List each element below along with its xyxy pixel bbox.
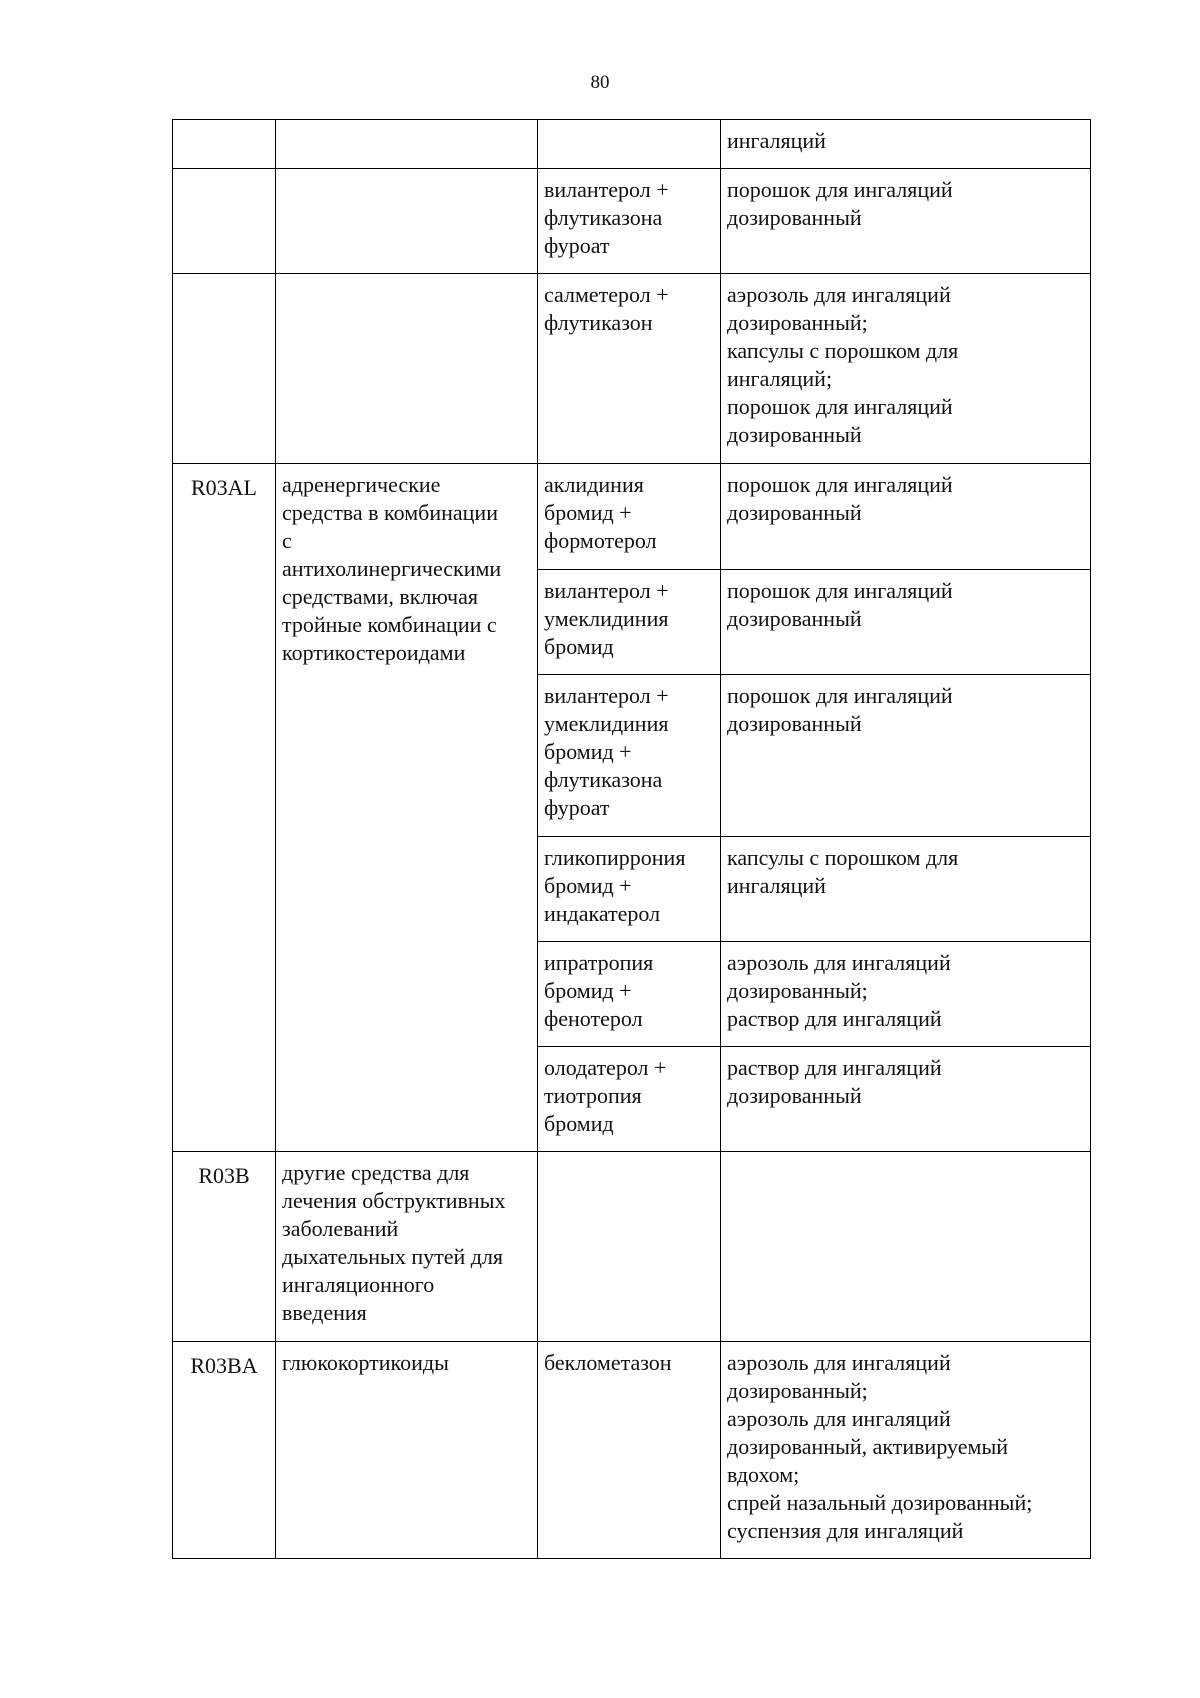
- drug-cell: аклидиния бромид + формотерол: [538, 464, 721, 570]
- form-cell: раствор для ингаляций дозированный: [721, 1047, 1091, 1152]
- form-cell: аэрозоль для ингаляций дозированный; раствор для ингаляций: [721, 942, 1091, 1047]
- form-cell: [721, 1152, 1091, 1342]
- drug-cell: [538, 120, 721, 169]
- group-cell: [276, 120, 538, 169]
- drug-cell: олодатерол + тиотропия бромид: [538, 1047, 721, 1152]
- drug-cell: ипратропия бромид + фенотерол: [538, 942, 721, 1047]
- form-cell: порошок для ингаляций дозированный: [721, 675, 1091, 837]
- form-cell: порошок для ингаляций дозированный: [721, 169, 1091, 274]
- atc-code-cell: R03AL: [173, 464, 276, 1152]
- group-cell: глюкокортикоиды: [276, 1342, 538, 1559]
- drug-cell: гликопиррония бромид + индакатерол: [538, 837, 721, 942]
- atc-code-cell: [173, 120, 276, 169]
- form-cell: капсулы с порошком для ингаляций: [721, 837, 1091, 942]
- drug-cell: вилантерол + флутиказона фуроат: [538, 169, 721, 274]
- atc-code-cell: R03BA: [173, 1342, 276, 1559]
- drug-cell: вилантерол + умеклидиния бромид: [538, 570, 721, 675]
- atc-code-cell: R03B: [173, 1152, 276, 1342]
- form-cell: аэрозоль для ингаляций дозированный; аэрозоль для ингаляций дозированный, активируемый вдохом; спрей назальный дозированный; суспензия для ингаляций: [721, 1342, 1091, 1559]
- drug-cell: салметерол + флутиказон: [538, 274, 721, 464]
- table-row: [173, 169, 1091, 274]
- drug-cell: беклометазон: [538, 1342, 721, 1559]
- atc-code-cell: [173, 169, 276, 274]
- table-row: [173, 1152, 1091, 1342]
- drug-cell: вилантерол + умеклидиния бромид + флутиказона фуроат: [538, 675, 721, 837]
- table-row: [173, 464, 1091, 570]
- page-number: 80: [590, 72, 610, 93]
- group-cell: адренергические средства в комбинации с антихолинергическими средствами, включая тройные комбинации с кортикостероидами: [276, 464, 538, 1152]
- drug-table: [172, 119, 1091, 1559]
- form-cell: порошок для ингаляций дозированный: [721, 464, 1091, 570]
- table-row: [173, 1342, 1091, 1559]
- atc-code-cell: [173, 274, 276, 464]
- table-row: [173, 120, 1091, 169]
- drug-cell: [538, 1152, 721, 1342]
- form-cell: порошок для ингаляций дозированный: [721, 570, 1091, 675]
- group-cell: другие средства для лечения обструктивных заболеваний дыхательных путей для ингаляционного введения: [276, 1152, 538, 1342]
- group-cell: [276, 169, 538, 274]
- table-row: [173, 274, 1091, 464]
- form-cell: аэрозоль для ингаляций дозированный; капсулы с порошком для ингаляций; порошок для ингаляций дозированный: [721, 274, 1091, 464]
- form-cell: ингаляций: [721, 120, 1091, 169]
- group-cell: [276, 274, 538, 464]
